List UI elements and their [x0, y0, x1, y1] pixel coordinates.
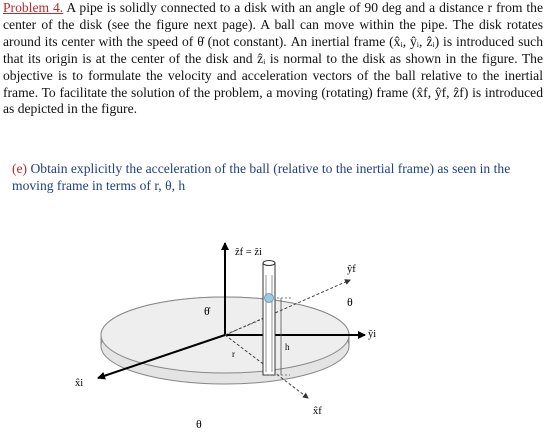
- r-label: r: [232, 349, 235, 359]
- problem-label: Problem 4.: [3, 0, 64, 15]
- problem-body: A pipe is solidly connected to a disk with an angle of 90 deg and a distance r from the center of the disk (see the figure next page). A ball can move within the pipe. The disk rotates around its center with the speed of θ̇ (not constant). An inertial frame (x̂ᵢ, ŷᵢ, ẑᵢ) is introduced such that its origin is at the center of the disk and ẑᵢ is normal to the disk as shown in the figure. The objective is to formulate the velocity and acceleration vectors of the ball relative to the inertial frame. To facilitate the solution of the problem, a moving (rotating) frame (x̂f, ŷf, ẑf) is introduced as depicted in the figure.: [3, 0, 543, 117]
- part-e-label: (e): [12, 161, 28, 176]
- ball: [265, 294, 274, 303]
- theta-dot-label: θ̇: [204, 304, 210, 318]
- xf-label: x̂f: [313, 406, 322, 417]
- xi-label: x̂i: [75, 378, 84, 389]
- yf-label: ŷf: [347, 264, 356, 275]
- h-label: h: [285, 342, 290, 352]
- theta-lower-label: θ: [196, 417, 202, 431]
- z-axis-label: ẑf = ẑi: [235, 247, 262, 258]
- part-e-text: Obtain explicitly the acceleration of the ball (relative to the inertial frame) as seen in the moving frame in terms of r, θ, h: [12, 161, 511, 193]
- yi-label: ŷi: [368, 329, 377, 340]
- theta-upper-label: θ: [347, 295, 353, 309]
